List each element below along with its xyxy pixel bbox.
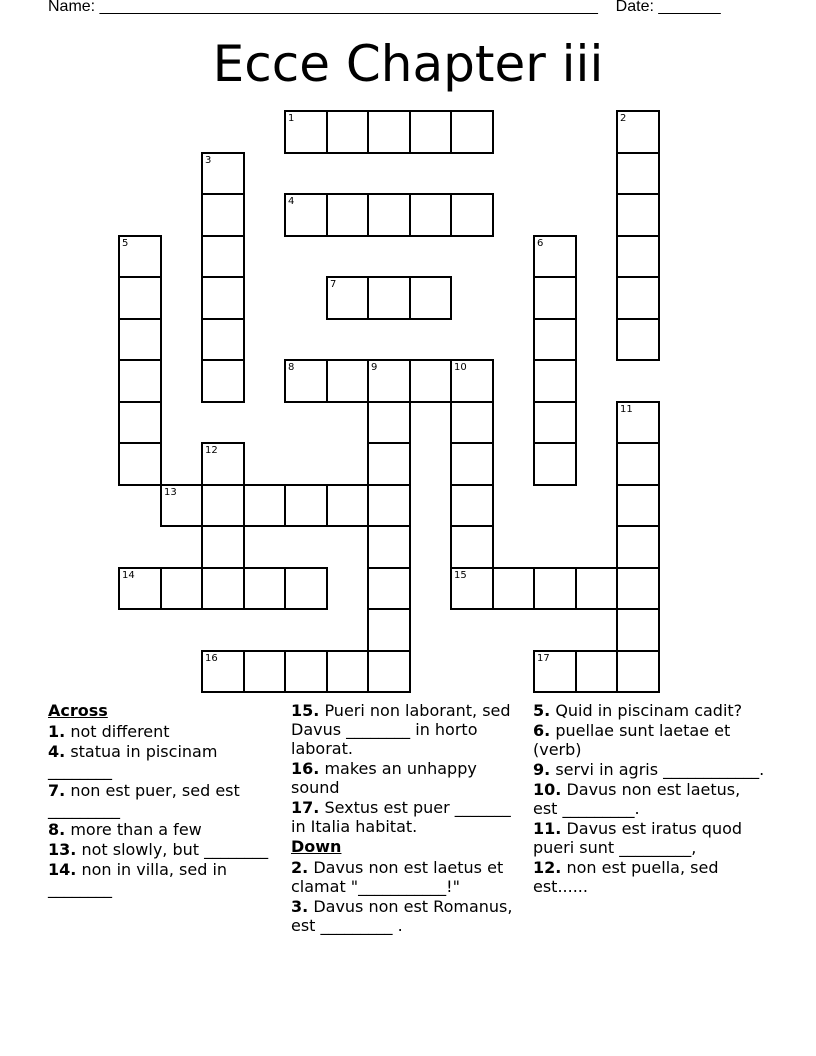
grid-cell[interactable] [118,442,162,486]
grid-cell[interactable] [326,484,369,527]
name-field-label[interactable]: Name: ________________________________________________________ [48,0,598,15]
clue-across-15: 15. Pueri non laborant, sed Davus ________ in horto laborat. [291,701,511,758]
grid-cell[interactable] [201,442,245,486]
grid-cell[interactable] [616,442,660,486]
date-field-label[interactable]: Date: _______ [615,0,721,15]
grid-cell[interactable] [243,484,286,527]
clue-across-13: 13. not slowly, but ________ [48,840,269,859]
grid-cell[interactable] [326,650,369,693]
grid-cell[interactable] [201,650,245,693]
grid-cell[interactable] [409,193,452,237]
clue-number: 1 [288,113,295,124]
clue-down-10: 10. Davus non est laetus, est _________. [533,780,741,818]
grid-cell[interactable] [616,401,660,444]
grid-cell[interactable] [616,608,660,652]
clue-number: 17 [537,653,550,664]
grid-cell[interactable] [243,650,286,693]
clue-number: 6 [537,238,544,249]
grid-cell[interactable] [201,567,245,610]
clue-down-11: 11. Davus est iratus quod pueri sunt _________, [533,819,743,857]
grid-cell[interactable] [533,235,577,278]
grid-cell[interactable] [492,567,535,610]
clues-column-3 [533,701,768,897]
grid-cell[interactable] [367,193,411,237]
clue-down-12: 12. non est puella, sed est...... [533,858,719,896]
grid-cell[interactable] [533,359,577,403]
across-heading: Across [48,701,108,720]
grid-cell[interactable] [533,401,577,444]
grid-cell[interactable] [450,401,494,444]
clue-number: 12 [205,445,218,456]
grid-cell[interactable] [450,359,494,403]
clue-across-1: 1. not different [48,722,170,741]
clues-column-1 [48,701,278,899]
clue-number: 15 [454,570,467,581]
grid-cell[interactable] [118,276,162,320]
puzzle-title: Ecce Chapter iii [212,35,604,93]
clue-number: 3 [205,155,212,166]
grid-cell[interactable] [243,567,286,610]
grid-cell[interactable] [326,193,369,237]
grid-cell[interactable] [367,401,411,444]
grid-cell[interactable] [201,484,245,527]
clue-across-8: 8. more than a few [48,820,202,839]
grid-cell[interactable] [575,567,618,610]
clue-across-14: 14. non in villa, sed in ________ [48,860,228,898]
grid-cell[interactable] [450,193,494,237]
grid-cell[interactable] [616,235,660,278]
grid-cell[interactable] [450,110,494,154]
grid-cell[interactable] [367,650,411,693]
grid-cell[interactable] [367,484,411,527]
clue-across-17: 17. Sextus est puer _______ in Italia habitat. [291,798,511,836]
clue-down-2: 2. Davus non est laetus et clamat "___________!" [291,858,504,896]
grid-cell[interactable] [284,567,328,610]
clue-number: 13 [164,487,177,498]
grid-cell[interactable] [533,567,577,610]
clues-column-2 [291,701,513,936]
grid-cell[interactable] [367,608,411,652]
grid-cell[interactable] [367,567,411,610]
grid-cell[interactable] [533,318,577,361]
grid-cell[interactable] [201,525,245,569]
grid-cell[interactable] [616,484,660,527]
grid-cell[interactable] [201,276,245,320]
clue-down-9: 9. servi in agris ____________. [533,760,765,779]
grid-cell[interactable] [616,110,660,154]
grid-cell[interactable] [201,152,245,195]
grid-cell[interactable] [118,235,162,278]
grid-cell[interactable] [201,235,245,278]
grid-cell[interactable] [450,442,494,486]
grid-cell[interactable] [616,152,660,195]
clue-down-6: 6. puellae sunt laetae et (verb) [533,721,731,759]
grid-cell[interactable] [616,650,660,693]
clue-number: 11 [620,404,633,415]
down-heading: Down [291,837,342,856]
grid-cell[interactable] [616,567,660,610]
clue-number: 7 [330,279,337,290]
clue-across-4: 4. statua in piscinam ________ [48,742,218,780]
grid-cell[interactable] [284,650,328,693]
grid-cell[interactable] [160,567,203,610]
grid-cell[interactable] [367,359,411,403]
grid-cell[interactable] [450,484,494,527]
clue-number: 9 [371,362,378,373]
grid-cell[interactable] [367,525,411,569]
grid-cell[interactable] [284,193,328,237]
grid-cell[interactable] [284,484,328,527]
grid-cell[interactable] [284,110,328,154]
grid-cell[interactable] [201,359,245,403]
clue-number: 16 [205,653,218,664]
grid-cell[interactable] [160,484,203,527]
clue-number: 5 [122,238,129,249]
grid-cell[interactable] [326,276,369,320]
grid-cell[interactable] [326,359,369,403]
grid-cell[interactable] [575,650,618,693]
grid-cell[interactable] [409,359,452,403]
grid-cell[interactable] [118,401,162,444]
grid-cell[interactable] [118,359,162,403]
clue-number: 4 [288,196,295,207]
clue-across-7: 7. non est puer, sed est _________ [48,781,240,819]
grid-cell[interactable] [409,110,452,154]
grid-cell[interactable] [533,650,577,693]
grid-cell[interactable] [326,110,369,154]
grid-cell[interactable] [450,525,494,569]
grid-cell[interactable] [616,525,660,569]
clue-number: 14 [122,570,135,581]
clue-number: 2 [620,113,627,124]
grid-cell[interactable] [616,193,660,237]
clue-down-5: 5. Quid in piscinam cadit? [533,701,743,720]
grid-cell[interactable] [450,567,494,610]
clue-number: 8 [288,362,295,373]
grid-cell[interactable] [284,359,328,403]
grid-cell[interactable] [118,567,162,610]
grid-cell[interactable] [118,318,162,361]
grid-cell[interactable] [616,276,660,320]
clue-down-3: 3. Davus non est Romanus, est _________ . [291,897,513,935]
grid-cell[interactable] [409,276,452,320]
grid-cell[interactable] [367,442,411,486]
grid-cell[interactable] [367,276,411,320]
clue-number: 10 [454,362,467,373]
grid-cell[interactable] [533,442,577,486]
grid-cell[interactable] [533,276,577,320]
grid-cell[interactable] [616,318,660,361]
grid-cell[interactable] [201,193,245,237]
clue-across-16: 16. makes an unhappy sound [291,759,477,797]
grid-cell[interactable] [367,110,411,154]
grid-cell[interactable] [201,318,245,361]
